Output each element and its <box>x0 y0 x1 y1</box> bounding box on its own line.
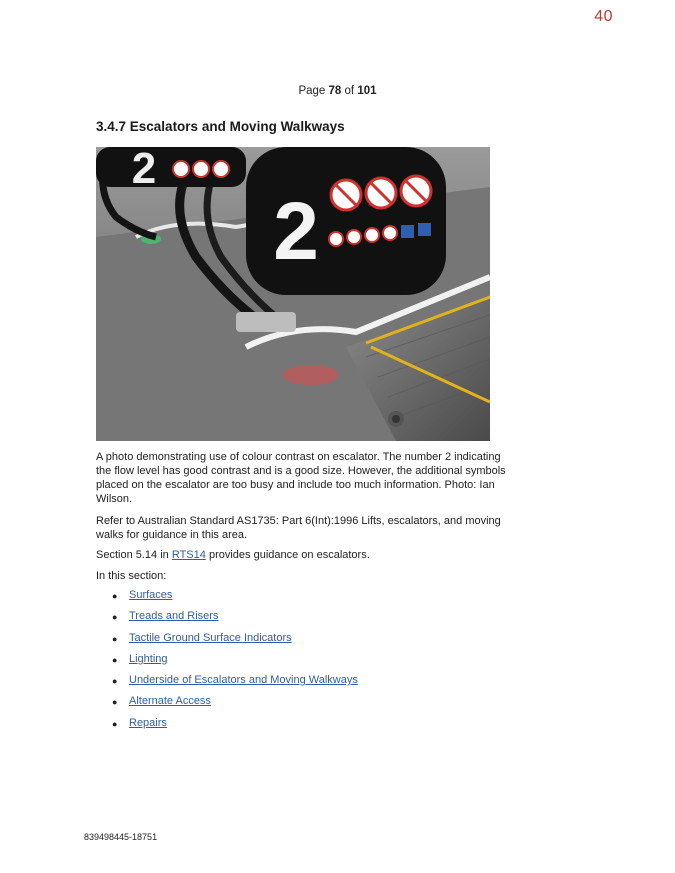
link-underside-of-escalators[interactable]: Underside of Escalators and Moving Walkways <box>129 674 358 687</box>
list-item <box>110 631 358 652</box>
no-carrying-icon <box>366 178 396 208</box>
photo-caption: A photo demonstrating use of colour contrast on escalator. The number 2 indicating the flow level has good contrast and is a good size. However, the additional symbols placed on the escalator are too busy and include too much information. Photo: Ian Wilson. <box>96 451 506 505</box>
bullet-icon: ● <box>112 591 118 601</box>
page-prefix: Page <box>298 85 326 97</box>
list-item <box>110 716 358 737</box>
bullet-icon: ● <box>112 633 118 644</box>
rts-text-before: Section 5.14 in <box>96 549 172 561</box>
section-title: 3.4.7 Escalators and Moving Walkways <box>96 119 345 134</box>
no-pram-icon <box>331 180 361 210</box>
escalator-photo-drawing <box>96 147 490 441</box>
link-surfaces[interactable]: Surfaces <box>129 589 173 601</box>
bullet-icon: ● <box>112 676 118 687</box>
page-stamp-number: 40 <box>594 8 613 25</box>
bullet-icon: ● <box>112 612 118 623</box>
bullet-icon: ● <box>112 654 118 665</box>
section-intro: In this section: <box>96 570 167 582</box>
rts14-link[interactable]: RTS14 <box>171 549 206 561</box>
page-current: 78 <box>328 85 342 97</box>
list-item <box>110 588 358 609</box>
document-id-footer: 839498445-18751 <box>84 832 158 842</box>
link-lighting[interactable]: Lighting <box>129 652 168 665</box>
list-item <box>110 673 358 694</box>
link-treads-and-risers[interactable]: Treads and Risers <box>129 610 219 623</box>
list-item <box>110 609 358 630</box>
rts-reference <box>96 548 516 562</box>
escalator-sign-number-small: 2 <box>131 147 157 193</box>
page-of: of <box>344 85 355 97</box>
escalator-photo <box>96 147 490 441</box>
page-indicator <box>0 85 675 97</box>
standard-reference: Refer to Australian Standard AS1735: Part 6(Int):1996 Lifts, escalators, and moving walks for guidance in this area. <box>96 515 501 541</box>
escalator-sign-number: 2 <box>273 186 319 277</box>
link-repairs[interactable]: Repairs <box>129 716 167 729</box>
page-total: 101 <box>357 85 377 97</box>
list-item <box>110 652 358 673</box>
section-link-list <box>110 588 358 737</box>
link-alternate-access[interactable]: Alternate Access <box>129 695 211 708</box>
list-item <box>110 694 358 715</box>
link-tactile-ground-surface-indicators[interactable]: Tactile Ground Surface Indicators <box>129 631 292 644</box>
bullet-icon: ● <box>112 718 118 729</box>
bullet-icon: ● <box>112 697 118 708</box>
rts-text-after: provides guidance on escalators. <box>205 549 370 561</box>
no-trolley-icon <box>401 176 431 206</box>
